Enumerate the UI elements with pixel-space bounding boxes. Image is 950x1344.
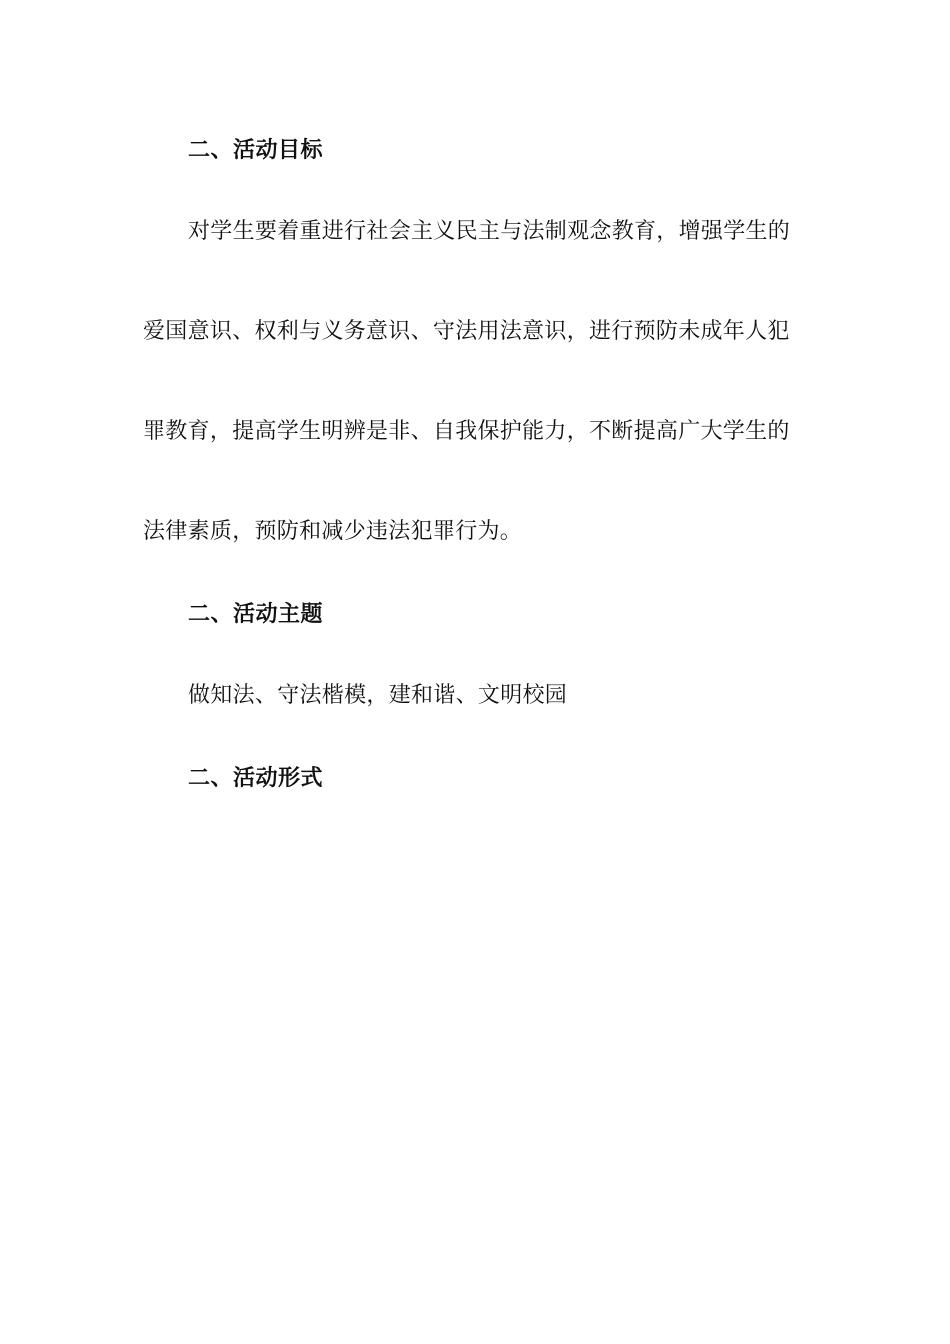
section-heading-goals: 二、活动目标 (188, 138, 324, 163)
section-heading-theme: 二、活动主题 (188, 602, 324, 627)
goals-paragraph-line-2: 爱国意识、权利与义务意识、守法用法意识，进行预防未成年人犯 (143, 319, 790, 344)
section-heading-format: 二、活动形式 (188, 766, 324, 791)
goals-paragraph-line-4: 法律素质，预防和减少违法犯罪行为。 (143, 519, 523, 544)
theme-text: 做知法、守法楷模，建和谐、文明校园 (188, 683, 568, 708)
goals-paragraph-line-1: 对学生要着重进行社会主义民主与法制观念教育，增强学生的 (188, 219, 791, 244)
goals-paragraph-line-3: 罪教育，提高学生明辨是非、自我保护能力，不断提高广大学生的 (143, 419, 790, 444)
